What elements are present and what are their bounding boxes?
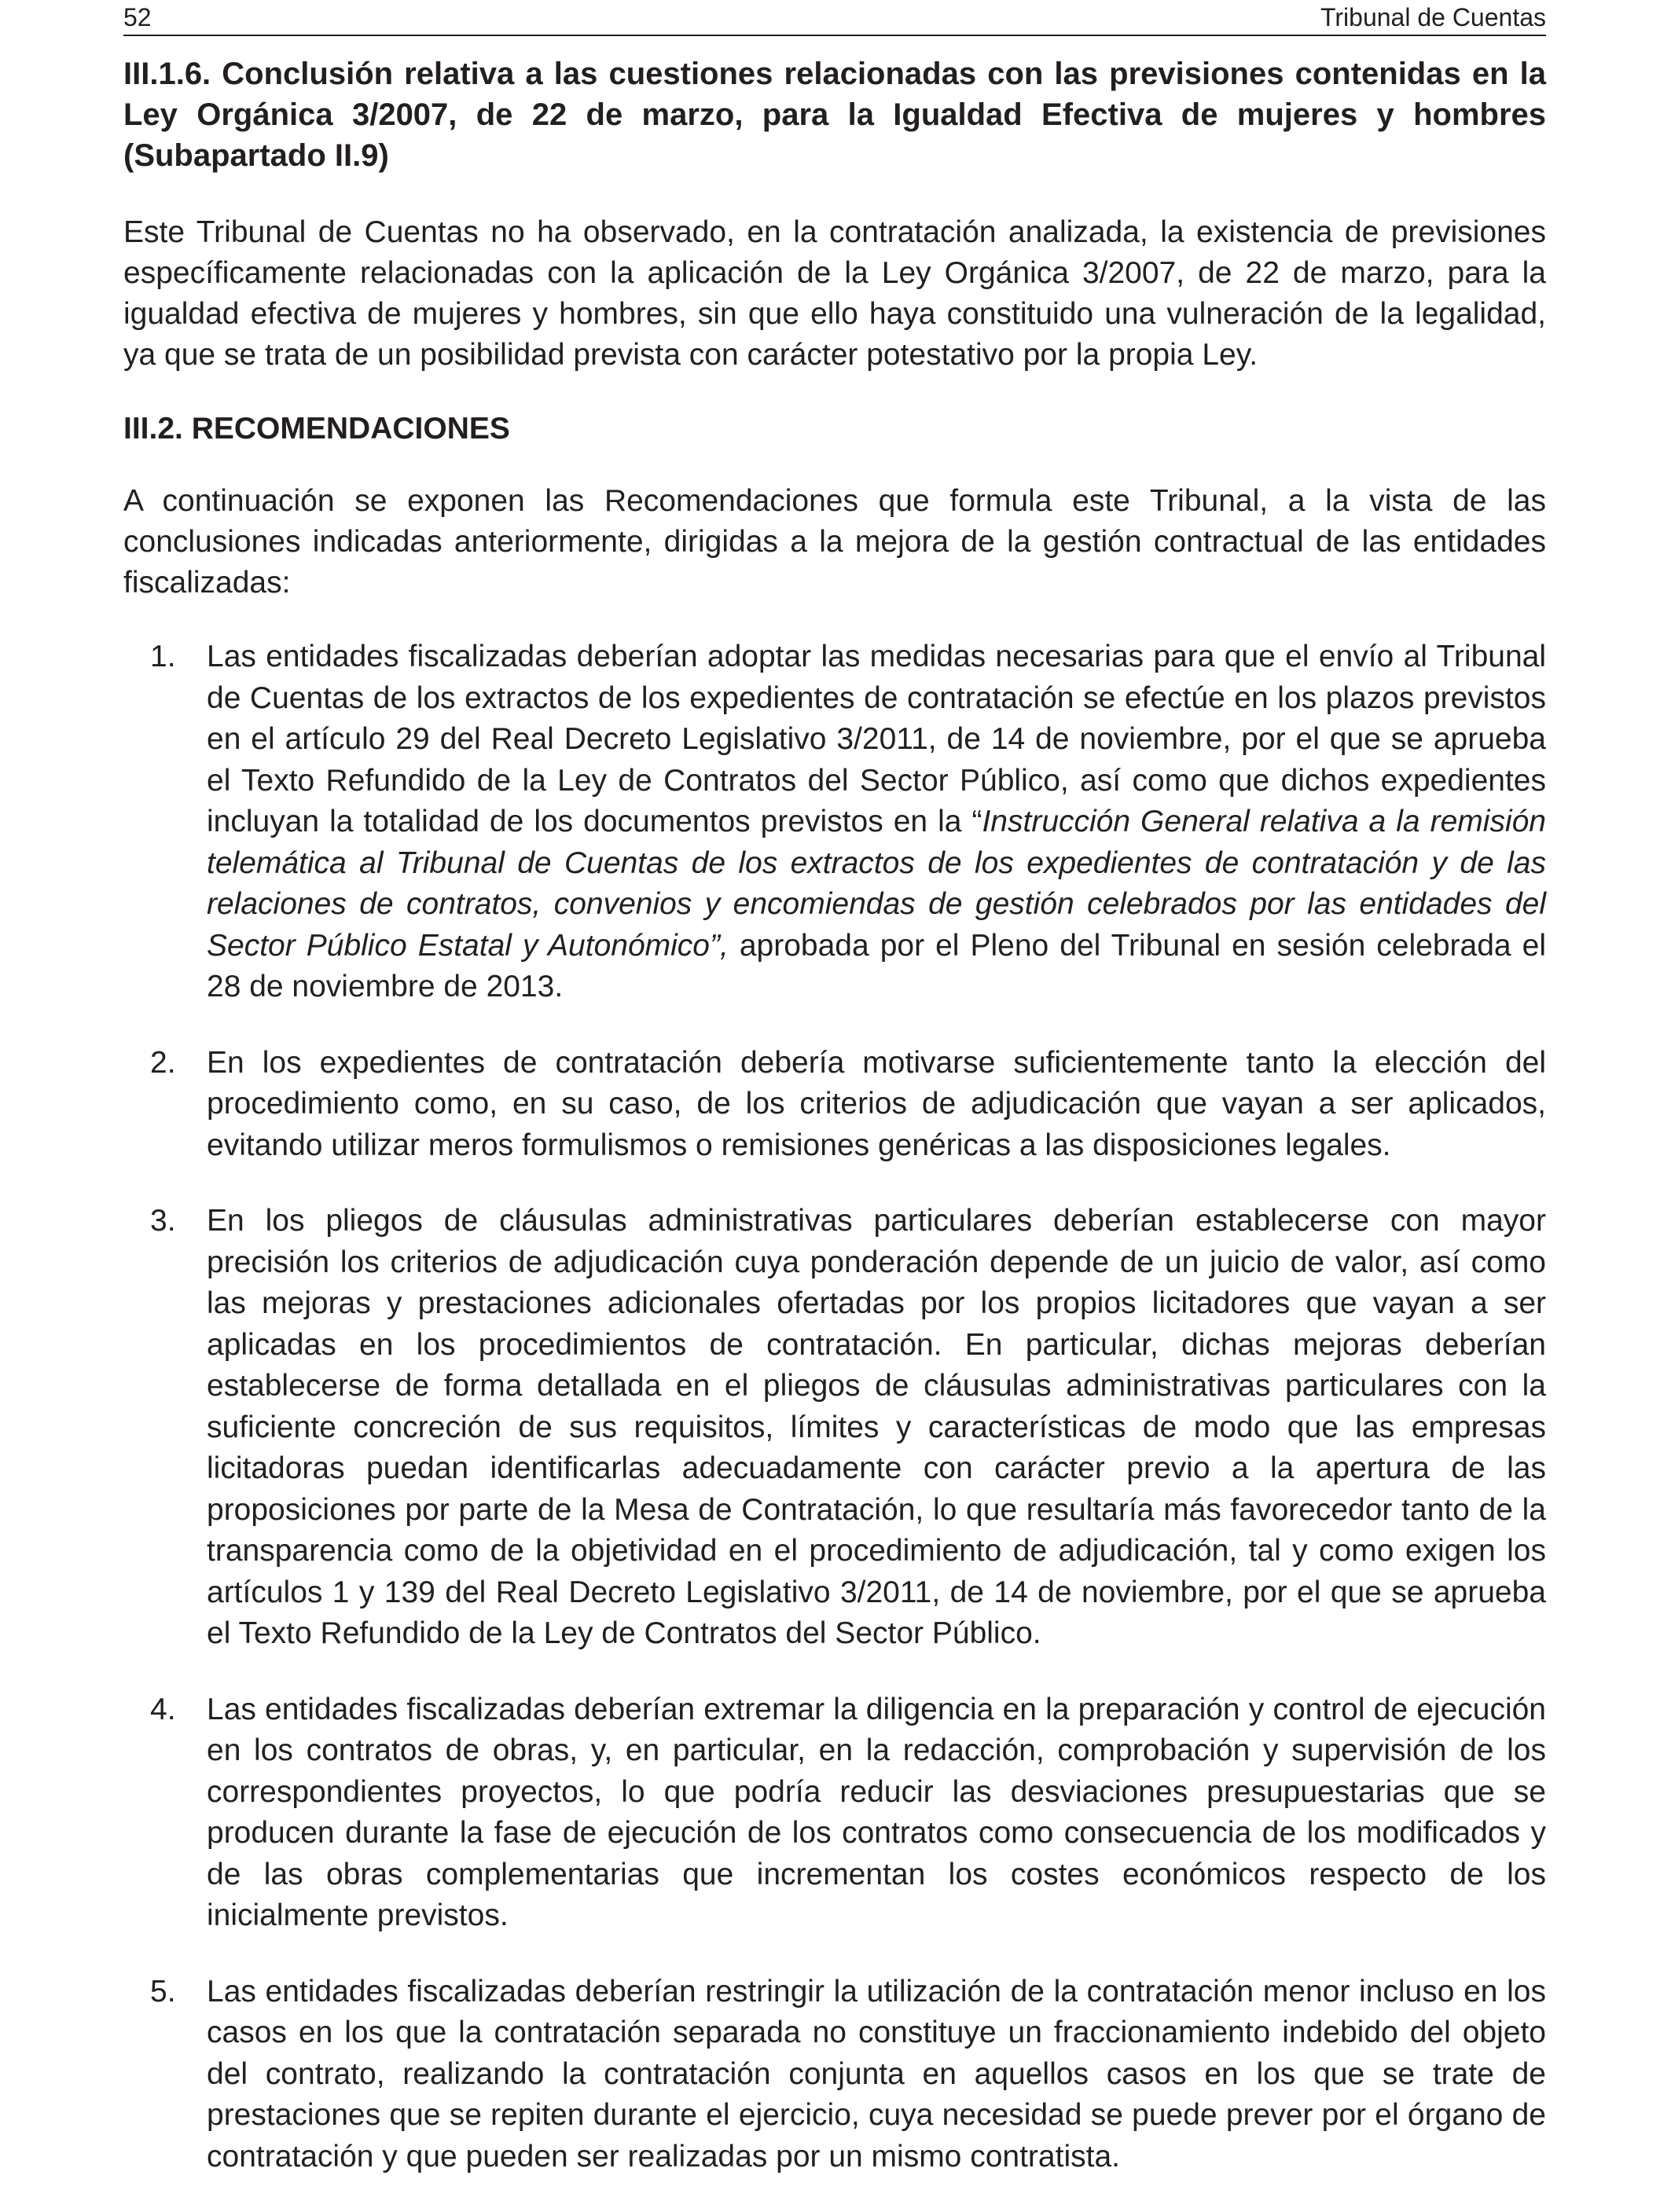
instruction-title: Instrucción General relativa a la remisión telemática al Tribunal de Cuentas de los extractos de los expedientes de contratación y de las relaciones de contratos, convenios y encomiendas de gestión celebrados por las entidades del Sector Público Estatal y Autonómico”, [207,805,1546,963]
recommendations-heading: III.2. RECOMENDACIONES [123,412,510,446]
page-header [123,0,1546,36]
recommendation-text: Las entidades fiscalizadas deberían adoptar las medidas necesarias para que el envío al Tribunal de Cuentas de los extractos de los expedientes de contratación se efectúe en los plazos previstos en el artículo 29 del Real Decreto Legislativo 3/2011, de 14 de noviembre, por el que se aprueba el Texto Refundido de la Ley de Contratos del Sector Público, así como que dichos expedientes incluyan la totalidad de los documentos previstos en la “ [207,640,1546,838]
recommendation-text: Las entidades fiscalizadas deberían restringir la utilización de la contratación menor incluso en los casos en los que la contratación separada no constituye un fraccionamiento indebido del objeto del contrato, realizando la contratación conjunta en aquellos casos en los que se trate de prestaciones que se repiten durante el ejercicio, cuya necesidad se puede prever por el órgano de contratación y que pueden ser realizadas por un mismo contratista. [207,1974,1546,2173]
page-number: 52 [123,3,152,31]
section-paragraph: Este Tribunal de Cuentas no ha observado, en la contratación analizada, la existencia de previsiones específicamente relacionadas con la aplicación de la Ley Orgánica 3/2007, de 22 de marzo, para la igualdad efectiva de mujeres y hombres, sin que ello haya constituido una vulneración de la legalidad, ya que se trata de un posibilidad prevista con carácter potestativo por la propia Ley. [123,215,1546,372]
recommendation-text: En los expedientes de contratación debería motivarse suficientemente tanto la elección del procedimiento como, en su caso, de los criterios de adjudicación que vayan a ser aplicados, evitando utilizar meros formulismos o remisiones genéricas a las disposiciones legales. [207,1045,1546,1162]
recommendation-text: En los pliegos de cláusulas administrativas particulares deberían establecerse con mayor precisión los criterios de adjudicación cuya ponderación depende de un juicio de valor, así como las mejoras y prestaciones adicionales ofertadas por los propios licitadores que vayan a ser aplicadas en los procedimientos de contratación. En particular, dichas mejoras deberían establecerse de forma detallada en el pliegos de cláusulas administrativas particulares con la suficiente concreción de sus requisitos, límites y características de modo que las empresas licitadoras puedan identificarlas adecuadamente con carácter previo a la apertura de las proposiciones por parte de la Mesa de Contratación, lo que resultaría más favorecedor tanto de la transparencia como de la objetividad en el procedimiento de adjudicación, tal y como exigen los artículos 1 y 139 del Real Decreto Legislativo 3/2011, de 14 de noviembre, por el que se aprueba el Texto Refundido de la Ley de Contratos del Sector Público. [207,1204,1546,1650]
recommendation-text: Las entidades fiscalizadas deberían extremar la diligencia en la preparación y control de ejecución en los contratos de obras, y, en particular, en la redacción, comprobación y supervisión de los correspondientes proyectos, lo que podría reducir las desviaciones presupuestarias que se producen durante la fase de ejecución de los contratos como consecuencia de los modificados y de las obras complementarias que incrementan los costes económicos respecto de los inicialmente previstos. [207,1692,1546,1932]
recommendation-item [123,1689,1546,1937]
recommendation-number: 4. [150,1692,176,1726]
recommendation-number: 3. [150,1204,176,1238]
recommendation-number: 2. [150,1045,176,1080]
recommendation-item [123,1201,1546,1655]
recommendations-list [123,636,1546,2177]
running-title: Tribunal de Cuentas [1320,3,1546,31]
document-page [123,0,1546,2212]
recommendation-item [123,636,1546,1008]
section-heading: III.1.6. Conclusión relativa a las cuestiones relacionadas con las previsiones contenidas en la Ley Orgánica 3/2007, de 22 de marzo, para la Igualdad Efectiva de mujeres y hombres (Subapartado II.9) [123,57,1546,173]
recommendation-number: 1. [150,640,176,673]
recommendations-intro: A continuación se exponen las Recomendaciones que formula este Tribunal, a la vista de las conclusiones indicadas anteriormente, dirigidas a la mejora de la gestión contractual de las entidades fiscalizadas: [123,484,1546,600]
recommendation-item [123,1043,1546,1167]
recommendation-item [123,1972,1546,2178]
recommendation-text-end: aprobada por el Pleno del Tribunal en sesión celebrada el 28 de noviembre de 2013. [207,928,1546,1003]
recommendation-number: 5. [150,1974,176,2008]
